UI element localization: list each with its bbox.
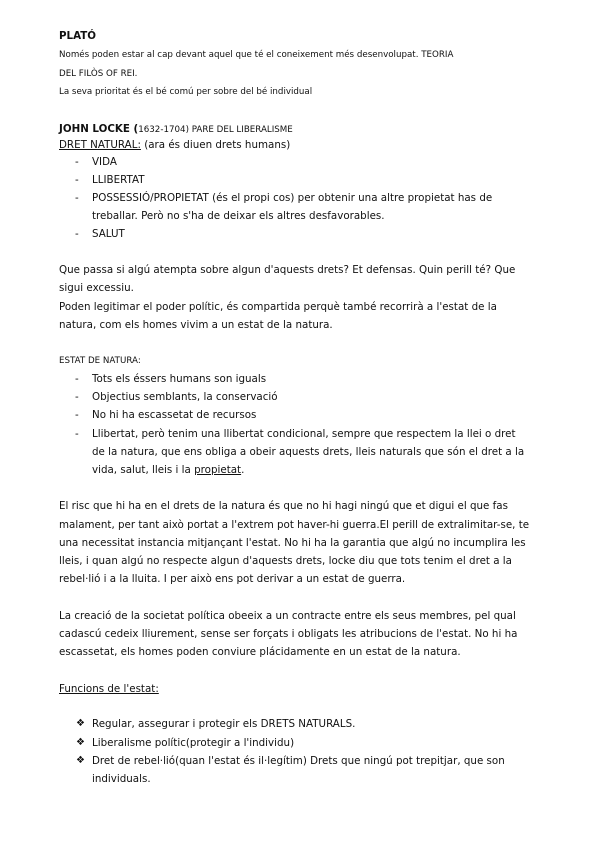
estat-item: Tots els éssers humans son iguals (92, 373, 267, 385)
funcions-item: Liberalisme polític(protegir a l'individu) (92, 737, 295, 749)
locke-heading (59, 123, 293, 136)
plato-line-1: Només poden estar al cap devant aquel que té el coneixement més desenvolupat. TEORIA (59, 50, 454, 60)
locke-name: JOHN LOCKE ( (59, 123, 139, 135)
list-item-possessio-cont: treballar. Però no s'ha de deixar els altres desfavorables. (92, 210, 385, 222)
plato-title: PLATÓ (59, 30, 97, 42)
estat-item: Llibertat, però tenim una llibertat condicional, sempre que respectem la llei o dret (92, 428, 516, 440)
list-item-salut: SALUT (92, 228, 125, 240)
estat-natura-heading: ESTAT DE NATURA: (59, 356, 141, 366)
list-marker: - (75, 409, 79, 421)
paragraph-risc-line: rebel·lió i a la lluita. I per això ens pot derivar a un estat de guerra. (59, 573, 406, 585)
list-marker: - (75, 192, 79, 204)
paragraph-question-line: sigui excessiu. (59, 282, 134, 294)
list-marker: - (75, 428, 79, 440)
plato-line-3: La seva prioritat és el bé comú per sobre del bé individual (59, 87, 313, 97)
funcions-item-cont: individuals. (92, 773, 151, 785)
estat-last-line-end: . (241, 464, 245, 476)
list-marker: - (75, 373, 79, 385)
diamond-bullet-icon: ❖ (76, 737, 85, 748)
list-item-possessio: POSSESSIÓ/PROPIETAT (és el propi cos) per obtenir una altre propietat has de (92, 192, 493, 204)
paragraph-question-line: natura, com els homes vivim a un estat de la natura. (59, 319, 333, 331)
paragraph-risc-line: El risc que hi ha en el drets de la natura és que no hi hagi ningú que et digui el que fas (59, 500, 508, 512)
paragraph-risc-line: una necessitat instancia mitjançant l'estat. No hi ha la garantia que algú no incumplira les (59, 537, 526, 549)
list-marker: - (75, 391, 79, 403)
paragraph-creacio-line: La creació de la societat política obeeix a un contracte entre els seus membres, pel qual (59, 610, 516, 622)
funcions-heading: Funcions de l'estat: (59, 683, 159, 695)
paragraph-risc-line: lleis, i quan algú no respecte algun d'aquests drets, locke diu que tots tenim el dret a la (59, 555, 512, 567)
estat-item: Objectius semblants, la conservació (92, 391, 278, 403)
estat-item-cont: de la natura, que ens obliga a obeir aquests drets, lleis naturals que són el dret a la (92, 446, 525, 458)
dret-natural-label: DRET NATURAL: (59, 139, 141, 151)
list-item-vida: VIDA (92, 156, 117, 168)
estat-item-cont (92, 464, 244, 476)
plato-line-2: DEL FILÒS OF REI. (59, 69, 138, 79)
dret-natural-note: (ara és diuen drets humans) (140, 139, 291, 151)
paragraph-creacio-line: escassetat, els homes poden conviure plácidamente en un estat de la natura. (59, 646, 461, 658)
funcions-item: Dret de rebel·lió(quan l'estat és il·legítim) Drets que ningú pot trepitjar, que son (92, 755, 505, 767)
diamond-bullet-icon: ❖ (76, 755, 85, 766)
paragraph-risc-line: malament, per tant això portat a l'extrem pot haver-hi guerra.El perill de extralimitar-se, te (59, 519, 530, 531)
paragraph-question-line: Que passa si algú atempta sobre algun d'aquests drets? Et defensas. Quin perill té? Que (59, 264, 516, 276)
list-item-llibertat: LLIBERTAT (92, 174, 145, 186)
estat-last-line-text: vida, salut, lleis i la (92, 464, 195, 476)
propietat-underlined: propietat (194, 464, 242, 476)
list-marker: - (75, 156, 79, 168)
paragraph-question-line: Poden legitimar el poder polític, és compartida perquè també recorrirà a l'estat de la (59, 301, 497, 313)
list-marker: - (75, 174, 79, 186)
paragraph-creacio-line: cadascú cedeix lliurement, sense ser forçats i obligats les atribucions de l'estat. No hi ha (59, 628, 518, 640)
estat-item: No hi ha escassetat de recursos (92, 409, 257, 421)
list-marker: - (75, 228, 79, 240)
locke-years: 1632-1704) PARE DEL LIBERALISME (138, 125, 293, 135)
dret-natural-heading (59, 139, 290, 151)
diamond-bullet-icon: ❖ (76, 718, 85, 729)
funcions-item: Regular, assegurar i protegir els DRETS NATURALS. (92, 718, 356, 730)
